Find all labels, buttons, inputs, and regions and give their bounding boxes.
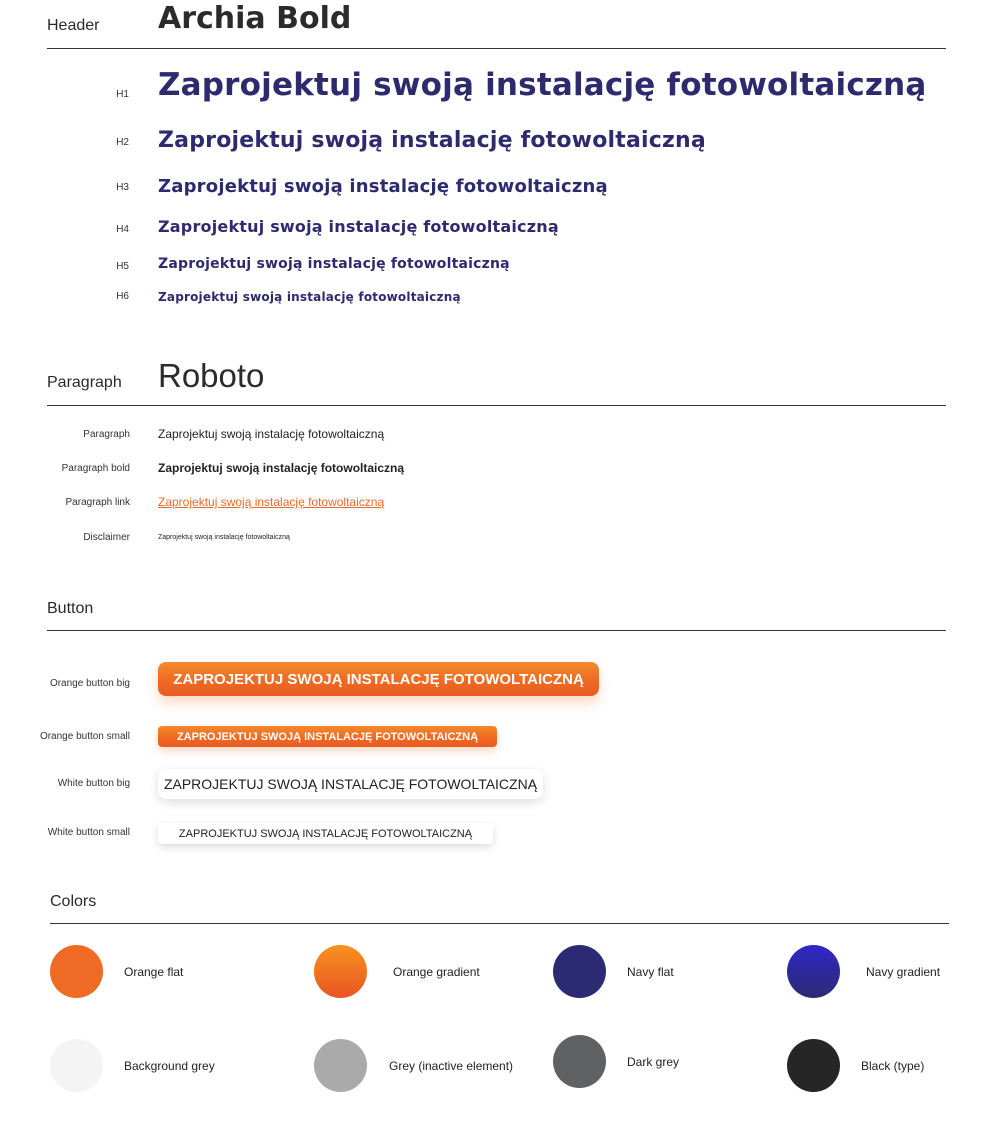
h5-tag: H5 xyxy=(116,261,129,272)
h3-sample: Zaprojektuj swoją instalację fotowoltaiczną xyxy=(158,176,608,197)
orange-flat-label: Orange flat xyxy=(124,965,184,979)
grey-inactive-swatch xyxy=(314,1039,367,1092)
white-button-big-tag: White button big xyxy=(57,778,130,789)
colors-section-label: Colors xyxy=(50,893,97,910)
h2-sample: Zaprojektuj swoją instalację fotowoltaiczną xyxy=(158,128,706,153)
paragraph-bold-tag: Paragraph bold xyxy=(61,463,130,474)
orange-gradient-label: Orange gradient xyxy=(393,965,480,979)
h6-tag: H6 xyxy=(116,291,129,302)
orange-button-big-tag: Orange button big xyxy=(49,678,130,689)
h3-tag: H3 xyxy=(116,182,129,193)
h1-sample: Zaprojektuj swoją instalację fotowoltaiczną xyxy=(158,67,927,103)
white-button-small-tag: White button small xyxy=(47,827,130,838)
white-button-big[interactable]: ZAPROJEKTUJ SWOJĄ INSTALACJĘ FOTOWOLTAICZNĄ xyxy=(158,769,543,799)
paragraph-bold-sample: Zaprojektuj swoją instalację fotowoltaiczną xyxy=(158,461,405,475)
navy-flat-swatch xyxy=(553,945,606,998)
orange-gradient-swatch xyxy=(314,945,367,998)
orange-button-small[interactable]: ZAPROJEKTUJ SWOJĄ INSTALACJĘ FOTOWOLTAICZNĄ xyxy=(158,726,497,747)
navy-gradient-label: Navy gradient xyxy=(866,965,941,979)
paragraph-divider xyxy=(47,405,946,406)
orange-button-big[interactable]: ZAPROJEKTUJ SWOJĄ INSTALACJĘ FOTOWOLTAICZNĄ xyxy=(158,662,599,696)
background-grey-swatch xyxy=(50,1039,103,1092)
white-button-small[interactable]: ZAPROJEKTUJ SWOJĄ INSTALACJĘ FOTOWOLTAICZNĄ xyxy=(158,823,493,844)
button-section-label: Button xyxy=(47,600,94,617)
paragraph-sample: Zaprojektuj swoją instalację fotowoltaiczną xyxy=(158,427,385,441)
h6-sample: Zaprojektuj swoją instalację fotowoltaiczną xyxy=(158,290,461,304)
disclaimer-sample: Zaprojektuj swoją instalację fotowoltaiczną xyxy=(158,534,290,541)
h5-sample: Zaprojektuj swoją instalację fotowoltaiczną xyxy=(158,256,510,272)
paragraph-section-label: Paragraph xyxy=(47,374,122,391)
colors-divider xyxy=(50,923,949,924)
h2-tag: H2 xyxy=(116,137,129,148)
dark-grey-swatch xyxy=(553,1035,606,1088)
orange-flat-swatch xyxy=(50,945,103,998)
paragraph-tag: Paragraph xyxy=(83,429,130,440)
button-divider xyxy=(47,630,946,631)
orange-button-small-tag: Orange button small xyxy=(39,731,130,742)
header-font-name: Archia Bold xyxy=(158,1,352,36)
black-type-label: Black (type) xyxy=(861,1059,925,1073)
header-divider xyxy=(47,48,946,49)
navy-flat-label: Navy flat xyxy=(627,965,674,979)
paragraph-link-sample[interactable]: Zaprojektuj swoją instalację fotowoltaiczną xyxy=(158,495,385,509)
navy-gradient-swatch xyxy=(787,945,840,998)
dark-grey-label: Dark grey xyxy=(627,1055,680,1069)
h4-sample: Zaprojektuj swoją instalację fotowoltaiczną xyxy=(158,217,559,236)
paragraph-font-name: Roboto xyxy=(158,357,265,394)
background-grey-label: Background grey xyxy=(124,1059,215,1073)
paragraph-link-tag: Paragraph link xyxy=(65,497,130,508)
header-section-label: Header xyxy=(47,17,100,34)
disclaimer-tag: Disclaimer xyxy=(83,532,130,543)
h1-tag: H1 xyxy=(116,89,129,100)
grey-inactive-label: Grey (inactive element) xyxy=(389,1059,514,1073)
black-type-swatch xyxy=(787,1039,840,1092)
h4-tag: H4 xyxy=(116,224,129,235)
